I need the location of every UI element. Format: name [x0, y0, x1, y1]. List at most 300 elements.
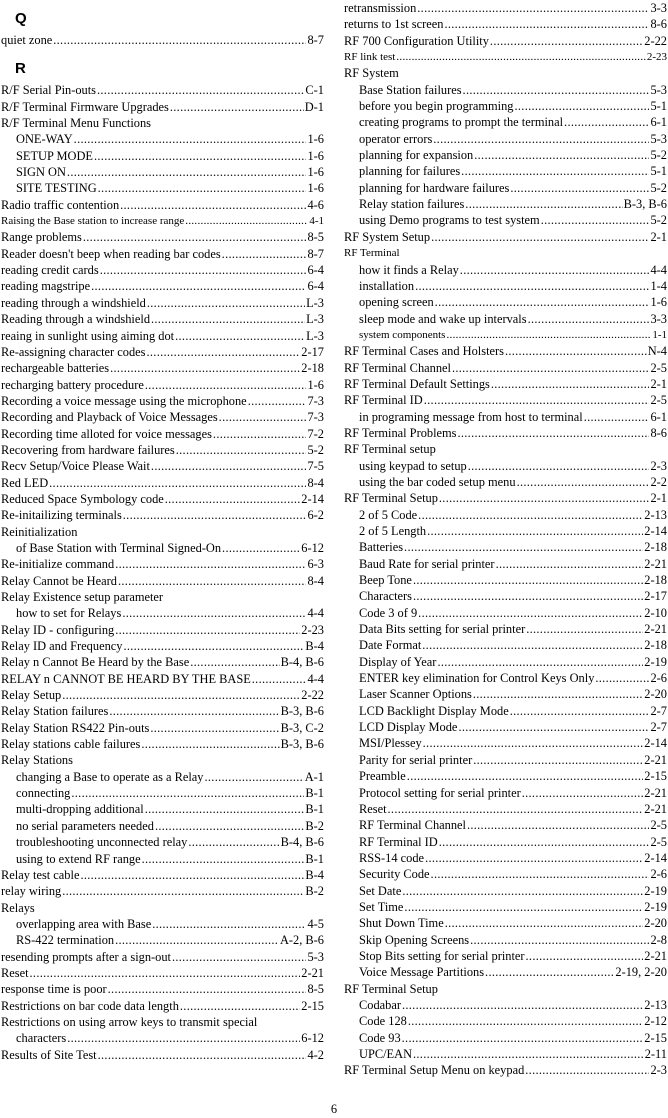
dot-leader — [402, 1030, 644, 1046]
entry-term: retransmission — [344, 1, 417, 15]
dot-leader — [115, 932, 279, 948]
dot-leader — [404, 539, 643, 555]
entry-term: connecting — [16, 786, 71, 801]
entry-term: R/F Terminal Firmware Upgrades — [1, 99, 169, 114]
index-subentry — [1, 540, 324, 556]
index-subentry — [344, 686, 667, 702]
entry-page-ref: 5-2 — [307, 442, 324, 457]
entry-term: using to extend RF range — [16, 851, 141, 866]
entry-page-ref: D-1 — [304, 99, 324, 114]
entry-page-ref: 6-12 — [301, 1031, 324, 1046]
dot-leader — [407, 768, 643, 784]
entry-page-ref: 4-1 — [309, 215, 324, 228]
dot-leader — [165, 491, 301, 507]
index-entry — [1, 377, 324, 393]
index-entry — [1, 278, 324, 294]
dot-leader — [118, 573, 307, 589]
entry-page-ref: 2-18 — [644, 540, 667, 555]
index-entry — [1, 507, 324, 523]
entry-page-ref: 5-2 — [650, 180, 667, 195]
dot-leader — [67, 1030, 300, 1046]
entry-page-ref: 2-10 — [644, 605, 667, 620]
entry-term: planning for hardware failures — [359, 180, 510, 195]
entry-term: Recording and Playback of Voice Messages — [1, 410, 218, 425]
entry-term: Relays — [1, 900, 35, 915]
entry-page-ref: B-1 — [305, 802, 324, 817]
entry-page-ref: B-4 — [305, 867, 324, 882]
index-subentry — [1, 785, 324, 801]
index-subentry — [344, 997, 667, 1013]
entry-page-ref: 1-6 — [307, 377, 324, 392]
entry-term: using keypad to setup — [359, 458, 467, 473]
index-subentry — [344, 311, 667, 327]
entry-term: Preamble — [359, 769, 406, 784]
entry-term: reading through a windshield — [1, 295, 146, 310]
index-subentry — [344, 637, 667, 653]
index-entry — [1, 442, 324, 458]
entry-page-ref: 2-12 — [644, 1014, 667, 1029]
index-entry — [1, 687, 324, 703]
entry-page-ref: B-2 — [305, 884, 324, 899]
dot-leader — [525, 1062, 649, 1078]
entry-page-ref: 2-21 — [644, 948, 667, 963]
entry-page-ref: C-1 — [305, 83, 324, 98]
dot-leader — [145, 377, 307, 393]
entry-page-ref: 2-5 — [650, 818, 667, 833]
entry-page-ref: A-2, B-6 — [279, 933, 324, 948]
index-subentry — [344, 605, 667, 621]
index-entry — [1, 998, 324, 1014]
index-entry — [1, 736, 324, 752]
index-entry — [1, 524, 324, 540]
index-subentry — [344, 719, 667, 735]
dot-leader — [190, 654, 279, 670]
index-entry — [1, 475, 324, 491]
index-entry — [1, 654, 324, 670]
entry-page-ref: 2-1 — [650, 229, 667, 244]
dot-leader — [496, 556, 644, 572]
index-entry — [1, 344, 324, 360]
entry-page-ref: 1-6 — [307, 181, 324, 196]
entry-term: Recovering from hardware failures — [1, 442, 175, 457]
dot-leader — [147, 344, 301, 360]
entry-page-ref: 8-7 — [307, 246, 324, 261]
index-entry — [344, 245, 667, 261]
entry-page-ref: B-1 — [305, 851, 324, 866]
dot-leader — [427, 523, 643, 539]
entry-page-ref: B-3, B-6 — [280, 737, 324, 752]
entry-term: Laser Scanner Options — [359, 687, 472, 702]
entry-term: Set Date — [359, 883, 402, 898]
dot-leader — [213, 426, 307, 442]
dot-leader — [457, 425, 649, 441]
entry-term: Relay Setup — [1, 688, 62, 703]
entry-page-ref: 2-18 — [644, 573, 667, 588]
dot-leader — [402, 883, 643, 899]
index-subentry — [344, 163, 667, 179]
index-entry — [1, 703, 324, 719]
entry-term: MSI/Plessey — [359, 736, 422, 751]
dot-leader — [219, 409, 307, 425]
index-subentry — [344, 114, 667, 130]
entry-term: Relay Station failures — [1, 704, 109, 719]
entry-page-ref: 2-6 — [650, 867, 667, 882]
entry-page-ref: L-3 — [306, 312, 324, 327]
entry-term: Re-assigning character codes — [1, 344, 146, 359]
entry-term: Relay stations cable failures — [1, 737, 141, 752]
index-subentry — [344, 196, 667, 212]
entry-term: Code 93 — [359, 1030, 401, 1045]
index-entry — [1, 883, 324, 899]
entry-term: Relay Station RS422 Pin-outs — [1, 720, 150, 735]
index-entry — [344, 392, 667, 408]
dot-leader — [423, 735, 644, 751]
entry-page-ref: 2-19 — [644, 883, 667, 898]
dot-leader — [252, 671, 307, 687]
index-entry — [1, 295, 324, 311]
entry-page-ref: L-3 — [306, 328, 324, 343]
index-subentry — [1, 818, 324, 834]
entry-term: opening screen — [359, 295, 434, 310]
entry-term: 2 of 5 Length — [359, 524, 427, 538]
index-subentry — [344, 131, 667, 147]
index-subentry — [344, 278, 667, 294]
dot-leader — [141, 736, 279, 752]
entry-term: system components — [359, 328, 446, 341]
dot-leader — [584, 409, 650, 425]
dot-leader — [463, 82, 650, 98]
entry-page-ref: 2-7 — [650, 703, 667, 718]
index-subentry — [344, 948, 667, 964]
entry-page-ref: 7-3 — [307, 410, 324, 425]
dot-leader — [109, 703, 279, 719]
index-subentry — [344, 801, 667, 817]
entry-term: Shut Down Time — [359, 916, 444, 931]
index-subentry — [344, 932, 667, 948]
entry-page-ref: 2-20 — [644, 916, 667, 931]
index-entry — [344, 425, 667, 441]
dot-leader — [465, 196, 622, 212]
entry-page-ref: 2-23 — [646, 51, 667, 64]
index-subentry — [1, 851, 324, 867]
entry-term: Characters — [359, 589, 412, 604]
entry-term: reading credit cards — [1, 263, 99, 278]
entry-page-ref: 2-14 — [644, 850, 667, 865]
entry-term: Batteries — [359, 540, 404, 555]
index-subentry — [344, 507, 667, 523]
entry-page-ref: 4-6 — [307, 197, 324, 212]
entry-page-ref: 7-5 — [307, 459, 324, 474]
entry-term: SITE TESTING — [16, 181, 97, 196]
dot-leader — [115, 556, 306, 572]
dot-leader — [541, 212, 650, 228]
entry-term: RF Terminal Setup — [344, 981, 438, 996]
dot-leader — [91, 278, 306, 294]
entry-page-ref: 2-5 — [650, 834, 667, 849]
dot-leader — [402, 997, 643, 1013]
entry-page-ref: 7-3 — [307, 393, 324, 408]
entry-term: rechargeable batteries — [1, 361, 110, 376]
dot-leader — [431, 866, 650, 882]
entry-page-ref: 2-21 — [301, 965, 324, 980]
entry-term: RF Terminal setup — [344, 442, 436, 457]
entry-page-ref: 2-18 — [301, 361, 324, 376]
dot-leader — [413, 1046, 644, 1062]
dot-leader — [115, 622, 300, 638]
index-subentry — [344, 556, 667, 572]
dot-leader — [461, 163, 649, 179]
dot-leader — [445, 915, 644, 931]
index-entry — [1, 458, 324, 474]
entry-page-ref: 2-11 — [644, 1047, 667, 1061]
index-column-right — [344, 0, 668, 1079]
entry-term: Relay ID - configuring — [1, 622, 115, 637]
index-entry — [1, 965, 324, 981]
entry-page-ref: 2-21 — [644, 556, 667, 571]
index-entry — [344, 490, 667, 506]
index-entry — [1, 556, 324, 572]
index-subentry — [344, 785, 667, 801]
entry-page-ref: 4-4 — [307, 671, 324, 686]
index-entry — [1, 328, 324, 344]
index-entry — [1, 360, 324, 376]
entry-term: R/F Terminal Menu Functions — [1, 116, 151, 131]
entry-term: before you begin programming — [359, 99, 514, 114]
index-entry — [1, 491, 324, 507]
entry-term: Reduced Space Symbology code — [1, 491, 164, 506]
entry-page-ref: 6-4 — [307, 279, 324, 294]
index-entry — [1, 1014, 324, 1030]
index-subentry — [344, 1030, 667, 1046]
index-entry — [1, 900, 324, 916]
entry-term: RF link test — [344, 51, 396, 64]
dot-leader — [49, 475, 306, 491]
entry-term: Data Bits setting for serial printer — [359, 622, 526, 637]
dot-leader — [180, 998, 300, 1014]
entry-page-ref: 2-5 — [650, 360, 667, 375]
entry-term: using Demo programs to test system — [359, 213, 540, 228]
dot-leader — [491, 376, 650, 392]
dot-leader — [123, 507, 307, 523]
entry-term: RSS-14 code — [359, 850, 425, 865]
dot-leader — [415, 278, 649, 294]
entry-page-ref: 2-3 — [650, 1063, 667, 1078]
entry-term: RF Terminal Setup Menu on keypad — [344, 1063, 525, 1078]
dot-leader — [152, 916, 306, 932]
entry-page-ref: 1-6 — [307, 148, 324, 163]
entry-term: Recording time alloted for voice messages — [1, 426, 212, 441]
dot-leader — [418, 605, 643, 621]
entry-page-ref: 5-3 — [650, 131, 667, 146]
index-subentry — [344, 866, 667, 882]
dot-leader — [460, 262, 650, 278]
entry-page-ref: 8-6 — [650, 17, 667, 32]
index-subentry — [344, 1013, 667, 1029]
entry-term: Restrictions on bar code data length — [1, 998, 179, 1013]
entry-page-ref: 8-7 — [307, 33, 324, 47]
entry-term: Reading through a windshield — [1, 312, 151, 327]
entry-page-ref: 2-2 — [650, 474, 667, 489]
index-subentry — [344, 964, 667, 980]
entry-term: Relay Stations — [1, 753, 73, 768]
index-subentry — [1, 769, 324, 785]
dot-leader — [53, 32, 306, 48]
entry-term: of Base Station with Terminal Signed-On — [16, 540, 222, 555]
dot-leader — [176, 442, 307, 458]
dot-leader — [526, 621, 643, 637]
index-subentry — [344, 474, 667, 490]
dot-leader — [100, 262, 307, 278]
entry-term: Stop Bits setting for serial printer — [359, 948, 525, 963]
entry-page-ref: 2-5 — [650, 393, 667, 408]
entry-page-ref: B-4 — [305, 639, 324, 654]
entry-term: quiet zone — [1, 33, 53, 47]
entry-page-ref: 7-2 — [307, 426, 324, 441]
index-entry — [344, 0, 667, 16]
dot-leader — [80, 867, 304, 883]
dot-leader — [71, 785, 304, 801]
index-entry — [344, 16, 667, 32]
dot-leader — [473, 686, 643, 702]
dot-leader — [147, 295, 305, 311]
entry-term: creating programs to prompt the terminal — [359, 115, 564, 130]
dot-leader — [433, 131, 649, 147]
entry-term: planning for expansion — [359, 148, 474, 163]
dot-leader — [388, 801, 644, 817]
dot-leader — [185, 213, 308, 229]
index-subentry — [344, 654, 667, 670]
dot-leader — [515, 98, 650, 114]
entry-term: returns to 1st screen — [344, 17, 444, 32]
index-subentry — [344, 262, 667, 278]
index-entry — [1, 573, 324, 589]
entry-term: RF Terminal Problems — [344, 425, 457, 440]
dot-leader — [98, 1047, 307, 1063]
index-entry — [1, 82, 324, 98]
dot-leader — [446, 327, 651, 343]
entry-term: Radio traffic contention — [1, 197, 120, 212]
entry-term: sleep mode and wake up intervals — [359, 311, 527, 326]
entry-page-ref: 2-15 — [301, 998, 324, 1013]
index-entry — [1, 622, 324, 638]
dot-leader — [150, 720, 279, 736]
index-subentry — [344, 180, 667, 196]
entry-term: 2 of 5 Code — [359, 507, 418, 522]
entry-term: R/F Serial Pin-outs — [1, 83, 97, 98]
dot-leader — [490, 33, 643, 49]
index-letter-heading: Q — [15, 10, 27, 27]
dot-leader — [437, 654, 643, 670]
dot-leader — [98, 180, 307, 196]
index-subentry — [1, 148, 324, 164]
dot-leader — [188, 834, 279, 850]
index-entry — [1, 426, 324, 442]
entry-term: in programing message from host to terminal — [359, 409, 583, 424]
entry-term: RF Terminal ID — [359, 834, 438, 849]
entry-page-ref: 8-4 — [307, 573, 324, 588]
dot-leader — [145, 801, 305, 817]
index-subentry — [1, 932, 324, 948]
dot-leader — [474, 147, 649, 163]
entry-term: Base Station failures — [359, 82, 462, 97]
entry-page-ref: 6-1 — [650, 115, 667, 130]
dot-leader — [120, 197, 306, 213]
entry-page-ref: 2-1 — [650, 491, 667, 506]
index-subentry — [344, 883, 667, 899]
index-subentry — [1, 131, 324, 147]
entry-term: Recv Setup/Voice Please Wait — [1, 459, 150, 474]
index-entry — [1, 981, 324, 997]
entry-term: Set Time — [359, 899, 404, 914]
entry-page-ref: 2-21 — [644, 622, 667, 637]
dot-leader — [97, 82, 304, 98]
dot-leader — [510, 180, 649, 196]
dot-leader — [468, 458, 650, 474]
entry-term: RELAY n CANNOT BE HEARD BY THE BASE — [1, 671, 251, 686]
entry-page-ref: 2-17 — [301, 344, 324, 359]
entry-page-ref: A-1 — [304, 769, 324, 784]
index-subentry — [344, 327, 667, 343]
dot-leader — [417, 0, 649, 16]
dot-leader — [142, 851, 305, 867]
entry-page-ref: 8-6 — [650, 425, 667, 440]
dot-leader — [595, 670, 649, 686]
entry-term: Reader doesn't beep when reading bar codes — [1, 246, 221, 261]
dot-leader — [505, 343, 647, 359]
entry-page-ref: N-4 — [647, 344, 667, 359]
entry-page-ref: 5-3 — [650, 82, 667, 97]
index-subentry — [344, 850, 667, 866]
entry-page-ref: 2-21 — [644, 785, 667, 800]
entry-term: reaing in sunlight using aiming dot — [1, 328, 175, 343]
dot-leader — [248, 393, 307, 409]
entry-term: Range problems — [1, 230, 82, 245]
dot-leader — [564, 114, 649, 130]
entry-term: LCD Backlight Display Mode — [359, 703, 509, 718]
entry-term: SIGN ON — [16, 165, 66, 180]
dot-leader — [67, 164, 307, 180]
index-subentry — [344, 572, 667, 588]
entry-term: Restrictions on using arrow keys to transmit special — [1, 1014, 258, 1029]
index-subentry — [344, 147, 667, 163]
index-entry — [344, 49, 667, 65]
dot-leader — [222, 540, 300, 556]
dot-leader — [467, 817, 650, 833]
entry-term: changing a Base to operate as a Relay — [16, 769, 204, 784]
entry-page-ref: 3-3 — [650, 1, 667, 15]
entry-page-ref: 2-19 — [644, 899, 667, 914]
entry-term: RF Terminal Channel — [344, 360, 451, 375]
index-subentry — [344, 915, 667, 931]
entry-term: Security Code — [359, 867, 430, 882]
dot-leader — [425, 850, 643, 866]
index-subentry — [344, 539, 667, 555]
entry-term: Beep Tone — [359, 573, 412, 588]
entry-page-ref: B-4, B-6 — [280, 655, 324, 670]
entry-term: planning for failures — [359, 164, 461, 179]
entry-page-ref: 4-2 — [307, 1047, 324, 1062]
index-subentry — [1, 834, 324, 850]
entry-page-ref: 2-13 — [644, 507, 667, 522]
entry-page-ref: 2-21 — [644, 752, 667, 767]
entry-term: Relay n Cannot Be Heard by the Base — [1, 655, 190, 670]
index-entry — [1, 409, 324, 425]
index-entry — [344, 343, 667, 359]
dot-leader — [170, 99, 304, 115]
entry-term: Relay station failures — [359, 197, 465, 212]
index-entry — [344, 360, 667, 376]
index-entry — [1, 311, 324, 327]
